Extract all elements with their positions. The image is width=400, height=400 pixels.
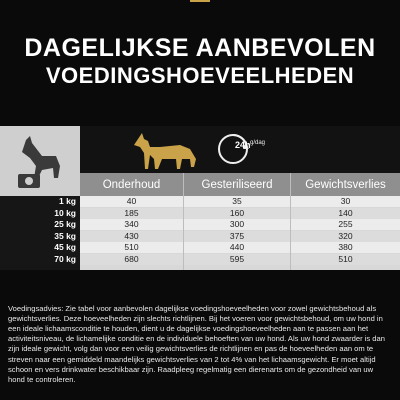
column-header-gesteriliseerd: Gesteriliseerd (184, 173, 290, 196)
cell-gewichtsverlies: 380 (338, 242, 353, 253)
cell-onderhoud: 340 (124, 219, 139, 230)
feeding-advice-text: Voedingsadvies: Zie tabel voor aanbevolen dagelijkse voedingshoeveelheden voor zowel gewichtsbehoud als gewichtsverlies. Deze hoeveelheden zijn slechts richtlijnen. Bij het voeren voor gewichtsbehoud, om uw hond in een ideale lichaamsconditie te houden, dient u de dagelijkse voedingshoeveelheden aan te passen aan het activiteitsniveau, de lichamelijke conditie en de individuele behoeften van uw hond. Als uw hond zwaarder is dan zijn ideale gewicht, volg dan voor een veilig gewichtsverlies de richtlijnen en pas de hoeveelheden aan om te streven naar een gemiddeld maandelijks gewichtsverlies van 2 tot 4% van het lichaamsgewicht. Er moet altijd schoon en vers drinkwater beschikbaar zijn. Raadpleeg regelmatig een dierenarts om de gezondheid van uw hond te controleren. (8, 303, 385, 385)
row-weight: 10 kg (54, 207, 76, 218)
table-row (0, 208, 400, 220)
row-weight: 1 kg (58, 196, 76, 206)
cell-gewichtsverlies: 510 (338, 253, 353, 264)
icon-column (0, 126, 80, 196)
title-line-2: VOEDINGSHOEVEELHEDEN (45, 63, 355, 88)
table-row (0, 254, 400, 266)
feeding-table-panel (0, 126, 400, 270)
cell-gesteriliseerd: 35 (232, 196, 242, 206)
column-header-gewichtsverlies: Gewichtsverlies (291, 173, 400, 196)
cell-gesteriliseerd: 160 (229, 207, 245, 218)
cell-onderhoud: 430 (124, 230, 139, 241)
row-weight: 35 kg (54, 230, 76, 241)
cell-onderhoud: 510 (124, 242, 139, 253)
row-weight: 70 kg (54, 253, 76, 264)
cell-onderhoud: 40 (126, 196, 137, 206)
table-body (0, 196, 400, 266)
column-header-onderhoud: Onderhoud (80, 173, 183, 196)
meter-unit-label: g/dag (250, 140, 266, 146)
dog-on-scale-icon (12, 134, 68, 190)
cell-gewichtsverlies: 30 (340, 196, 351, 206)
cell-onderhoud: 680 (124, 253, 139, 264)
cell-gesteriliseerd: 375 (229, 230, 245, 241)
gold-accent-line (190, 0, 210, 2)
meter-hours-label: 24h (235, 140, 251, 150)
title-line-1: DAGELIJKSE AANBEVOLEN (24, 34, 376, 62)
cell-gewichtsverlies: 320 (338, 230, 353, 241)
page-title (0, 34, 400, 89)
cell-gewichtsverlies: 255 (338, 219, 353, 230)
table-row (0, 231, 400, 243)
dog-silhouette-icon (134, 133, 200, 171)
column-divider (183, 173, 184, 270)
row-weight: 25 kg (54, 219, 76, 230)
cell-gewichtsverlies: 140 (338, 207, 353, 218)
cell-gesteriliseerd: 595 (229, 253, 245, 264)
cell-gesteriliseerd: 300 (229, 219, 245, 230)
table-row (0, 196, 400, 208)
column-divider (290, 173, 291, 270)
cell-gesteriliseerd: 440 (229, 242, 245, 253)
table-row (0, 219, 400, 231)
row-weight: 45 kg (54, 242, 76, 253)
table-row (0, 242, 400, 254)
cell-onderhoud: 185 (124, 207, 139, 218)
